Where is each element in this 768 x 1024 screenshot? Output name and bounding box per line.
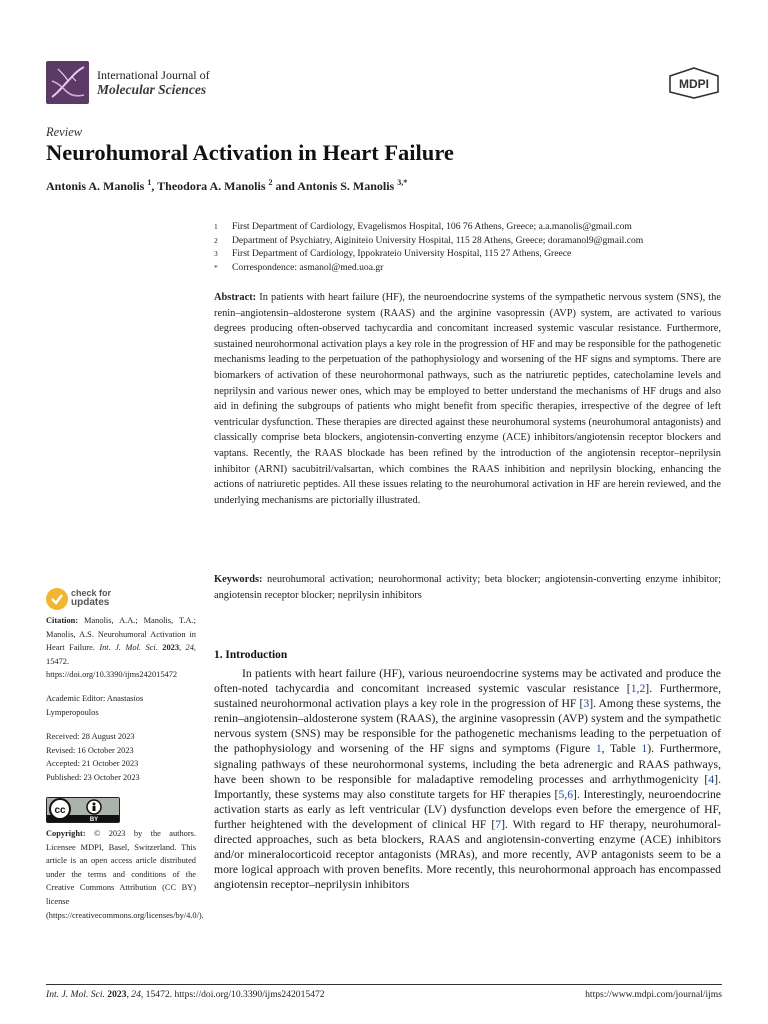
citation-doi[interactable]: , 15472. https://doi.org/10.3390/ijms242015472 <box>46 643 197 680</box>
affiliation-item: 2 Department of Psychiatry, Aiginiteio University Hospital, 115 28 Athens, Greece; doramanol9@gmail.com <box>214 234 644 246</box>
author-list: Antonis A. Manolis $^1$, Theodora A. Manolis $^2$ and Antonis S. Manolis $^{3,*}$ <box>46 178 408 193</box>
table-link[interactable]: 1 <box>641 742 648 756</box>
introduction-text: In patients with heart failure (HF), various neuroendocrine systems may be activated and produce the often-noted tachycardia and concomitant increased systemic vascular resistance [1,2]. Furthermore, sustained neurohormonal activation plays a key role in the progression of HF [3]. Among these systems, the renin–angiotensin–aldosterone system (RAAS), the arginine vasopressin (AVP) system and the sympathetic nervous system (SNS) may be responsible for the pathogenetic mechanisms leading to the perpetuation of the pathophysiology and worsening of the HF signs and symptoms (Figure 1, Table 1). Furthermore, signaling pathways of these neurohormonal systems, including the beta adrenergic and RAAS pathways, have been shown to be responsible for maladaptive remodeling processes and arrhythmogenicity [4]. Importantly, these systems may also constitute targets for HF therapies [5,6]. Interestingly, neuroendocrine activation starts as early as left ventricular (LV) dysfunction develops even before the emergence of HF, further heightened with the development of clinical HF [7]. With regard to HF therapy, neurohumoral-directed approaches, such as beta blockers, RAAS and angiotensin-converting enzyme (ACE) inhibitors and/or mineralocorticoid receptor antagonists (MRAs), and more recently, AVP antagonists seem to be a more logical approach with proven benefits. More recently, this neurohormonal approach has encompassed angiotensin receptor–neprilysin inhibitors <box>214 667 722 892</box>
author-1[interactable]: Antonis A. Manolis <box>46 179 145 193</box>
check-for-updates-badge[interactable]: check for updates <box>46 587 166 611</box>
article-type: Review <box>46 125 83 139</box>
journal-name-line2: Molecular Sciences <box>97 82 207 97</box>
journal-logo <box>46 61 89 104</box>
copyright-notice: Copyright: © 2023 by the authors. Licensee MDPI, Basel, Switzerland. This article is an open access article distributed under the terms and conditions of the Creative Commons Attribution (CC BY) license (https://creativecommons.org/licenses/by/4.0/). <box>46 829 204 920</box>
journal-name-line1: International Journal of <box>97 68 210 82</box>
author-3[interactable]: Antonis S. Manolis <box>297 179 395 193</box>
author-2[interactable]: Theodora A. Manolis <box>157 179 266 193</box>
abstract-label: Abstract: <box>214 292 257 303</box>
affiliations <box>214 220 734 274</box>
dna-helix-icon <box>46 61 89 104</box>
check-updates-icon <box>46 588 68 610</box>
keywords-text: neurohumoral activation; neurohormonal activity; beta blocker; angiotensin-converting enzyme inhibitor; angiotensin receptor blocker; neprilysin inhibitors <box>214 574 721 601</box>
cc-by-license-icon[interactable] <box>46 797 120 823</box>
ref-link[interactable]: 7 <box>495 817 502 831</box>
footer-doi-link[interactable]: , 15472. https://doi.org/10.3390/ijms242015472 <box>140 989 325 1000</box>
mdpi-logo[interactable] <box>666 66 722 100</box>
ref-link[interactable]: 1,2 <box>630 682 646 696</box>
article-title: Neurohumoral Activation in Heart Failure <box>46 140 454 165</box>
svg-text:BY: BY <box>89 817 99 823</box>
academic-editor: Academic Editor: Anastasios Lymperopoulos <box>46 694 144 717</box>
ref-link[interactable]: 3 <box>583 697 590 711</box>
abstract-text: In patients with heart failure (HF), the neuroendocrine systems of the sympathetic nervous system (SNS), the renin–angiotensin–aldosterone system (RAAS) and the arginine vasopressin (AVP) system, are activated to various degrees producing often-observed tachycardia and concomitant increased systemic vascular resistance. Furthermore, sustained neurohormonal activation plays a key role in the progression of HF and may be responsible for the pathogenetic mechanisms leading to the perpetuation of the pathophysiology and worsening of the HF signs and symptoms. There are biomarkers of activation of these neurohormonal pathways, such as the natriuretic peptides, catecholamine levels and neprilysin and various newer ones, which may be employed to better understand the mechanisms of HF drugs and also aid in defining the subgroups of patients who might benefit from specific therapies, irrespective of the degree of left ventricular dysfunction. These therapies are directed against these neurohumoral systems (neurohumoral antagonists) and classically comprise beta blockers, angiotensin-converting enzyme (ACE) inhibitors/angiotensin receptor blockers and vaptans. Recently, the RAAS blockade has been refined by the introduction of the angiotensin receptor–neprilysin inhibitor (ARNI) sacubitril/valsartan, which combines the RAAS inhibition and neprilysin blocking, enhancing the actions of natriuretic peptides. All these issues relating to the neurohumoral activation in HF are herein reviewed, and the underlying mechanisms are pictorially illustrated. <box>214 292 721 506</box>
footer-divider <box>46 984 722 985</box>
author-1-sup: 1 <box>147 178 152 187</box>
correspondence: * Correspondence: asmanol@med.uoa.gr <box>214 261 384 273</box>
publication-dates <box>46 730 196 784</box>
section-heading-introduction: 1. Introduction <box>214 649 288 661</box>
affiliation-item: 1 First Department of Cardiology, Evagelismos Hospital, 106 76 Athens, Greece; a.a.manolis@gmail.com <box>214 221 632 232</box>
date-received: Received: 28 August 2023 <box>46 732 135 741</box>
abstract <box>214 290 721 508</box>
figure-link[interactable]: 1 <box>595 742 602 756</box>
keywords-label: Keywords: <box>214 574 263 585</box>
ref-link[interactable]: 5,6 <box>558 787 574 801</box>
svg-text:cc: cc <box>54 805 66 816</box>
author-3-sup: 3,* <box>397 178 408 187</box>
author-2-sup: 2 <box>268 178 273 187</box>
publisher-name: MDPI <box>679 77 709 91</box>
affiliation-item: 3 First Department of Cardiology, Ippokrateio University Hospital, 115 27 Athens, Greece <box>214 248 572 260</box>
date-published: Published: 23 October 2023 <box>46 772 140 782</box>
ref-link[interactable]: 4 <box>708 772 715 786</box>
footer-citation: Int. J. Mol. Sci. 2023, 24, 15472. https://doi.org/10.3390/ijms242015472 <box>46 989 325 1000</box>
keywords <box>214 572 721 603</box>
footer-journal-url[interactable]: https://www.mdpi.com/journal/ijms <box>585 989 722 1000</box>
date-accepted: Accepted: 21 October 2023 <box>46 759 139 769</box>
citation: Citation: Manolis, A.A.; Manolis, T.A.; Manolis, A.S. Neurohumoral Activation in Heart Failure. Int. J. Mol. Sci. 2023, 24, 15472. https://doi.org/10.3390/ijms242015472 <box>46 616 197 680</box>
date-revised: Revised: 16 October 2023 <box>46 745 134 755</box>
